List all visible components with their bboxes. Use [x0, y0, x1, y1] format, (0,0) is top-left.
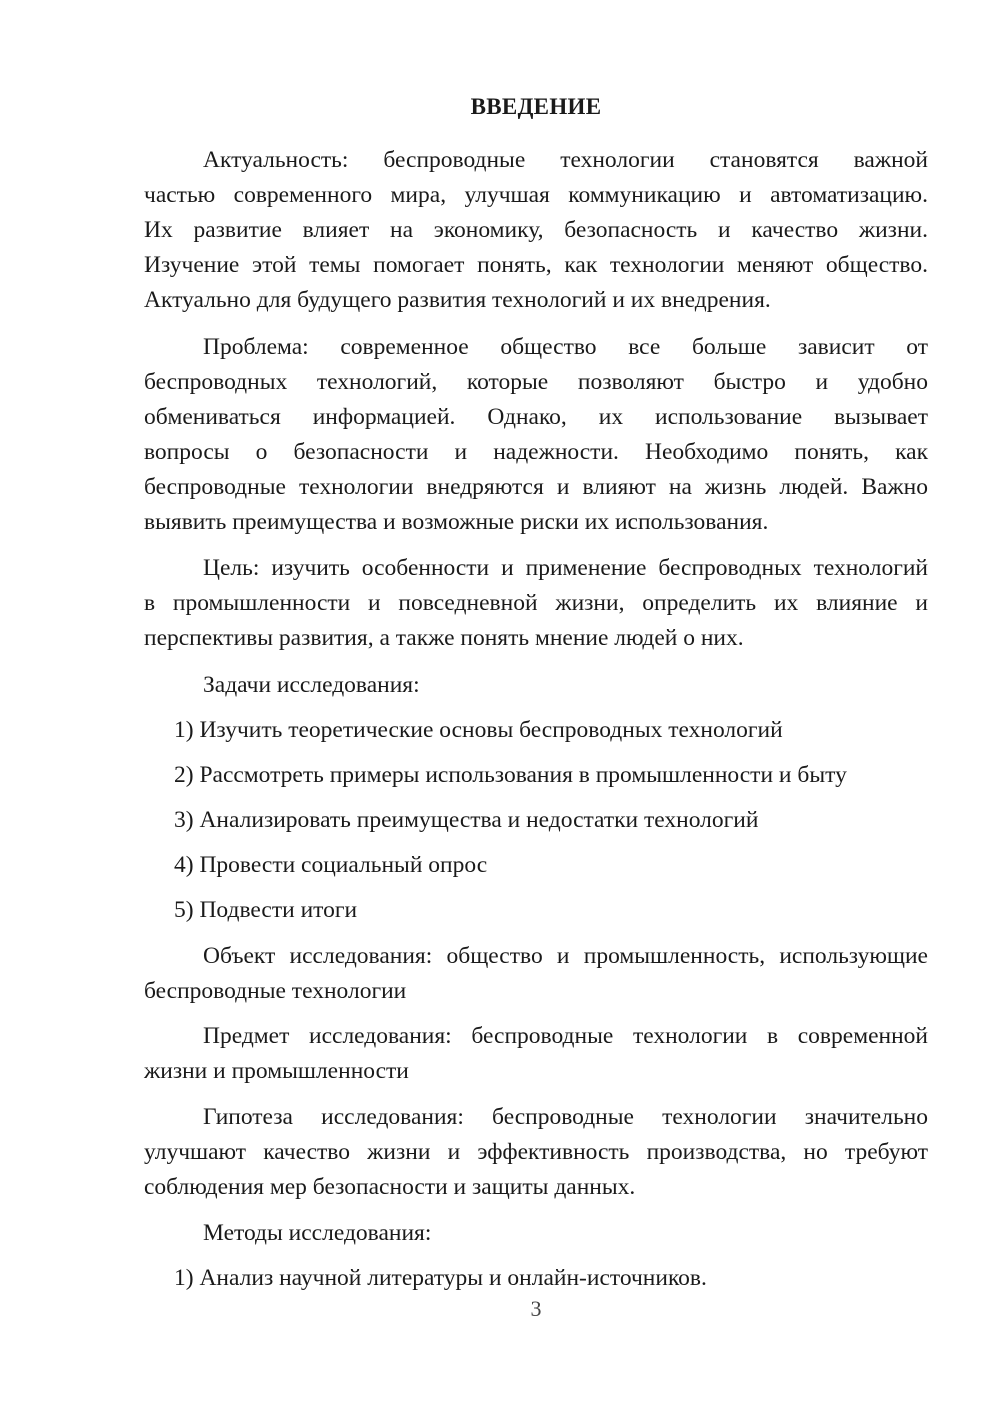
object-line-1: Объект исследования: общество и промышленность, использующие	[203, 943, 928, 969]
relevance-line-3: Их развитие влияет на экономику, безопасность и качество жизни.	[144, 217, 928, 243]
methods-heading: Методы исследования:	[203, 1220, 432, 1246]
relevance-line-1: Актуальность: беспроводные технологии становятся важной	[203, 147, 928, 173]
relevance-line-2: частью современного мира, улучшая коммуникацию и автоматизацию.	[144, 182, 928, 208]
method-item-1: 1) Анализ научной литературы и онлайн-источников.	[174, 1265, 707, 1291]
hypothesis-line-1: Гипотеза исследования: беспроводные технологии значительно	[203, 1104, 928, 1130]
subject-line-2: жизни и промышленности	[144, 1058, 409, 1084]
section-heading: ВВЕДЕНИЕ	[470, 94, 602, 119]
task-item-3: 3) Анализировать преимущества и недостатки технологий	[174, 807, 759, 833]
problem-line-4: вопросы о безопасности и надежности. Необходимо понять, как	[144, 439, 928, 465]
task-item-2: 2) Рассмотреть примеры использования в промышленности и быту	[174, 762, 847, 788]
goal-line-3: перспективы развития, а также понять мнение людей о них.	[144, 625, 744, 651]
subject-line-1: Предмет исследования: беспроводные технологии в современной	[203, 1023, 928, 1049]
tasks-heading: Задачи исследования:	[203, 672, 420, 698]
problem-line-1: Проблема: современное общество все больше зависит от	[203, 334, 928, 360]
task-item-4: 4) Провести социальный опрос	[174, 852, 488, 878]
relevance-line-4: Изучение этой темы помогает понять, как технологии меняют общество.	[144, 252, 928, 278]
relevance-line-5: Актуально для будущего развития технологий и их внедрения.	[144, 287, 771, 313]
problem-line-3: обмениваться информацией. Однако, их использование вызывает	[144, 404, 928, 430]
problem-line-6: выявить преимущества и возможные риски их использования.	[144, 509, 769, 535]
task-item-5: 5) Подвести итоги	[174, 897, 358, 923]
task-item-1: 1) Изучить теоретические основы беспроводных технологий	[174, 717, 783, 743]
object-line-2: беспроводные технологии	[144, 978, 407, 1004]
problem-line-5: беспроводные технологии внедряются и влияют на жизнь людей. Важно	[144, 474, 928, 500]
hypothesis-line-3: соблюдения мер безопасности и защиты данных.	[144, 1174, 636, 1200]
hypothesis-line-2: улучшают качество жизни и эффективность производства, но требуют	[144, 1139, 928, 1165]
goal-line-2: в промышленности и повседневной жизни, определить их влияние и	[144, 590, 928, 616]
goal-line-1: Цель: изучить особенности и применение беспроводных технологий	[203, 555, 928, 581]
problem-line-2: беспроводных технологий, которые позволяют быстро и удобно	[144, 369, 928, 395]
page-number: 3	[530, 1296, 542, 1321]
